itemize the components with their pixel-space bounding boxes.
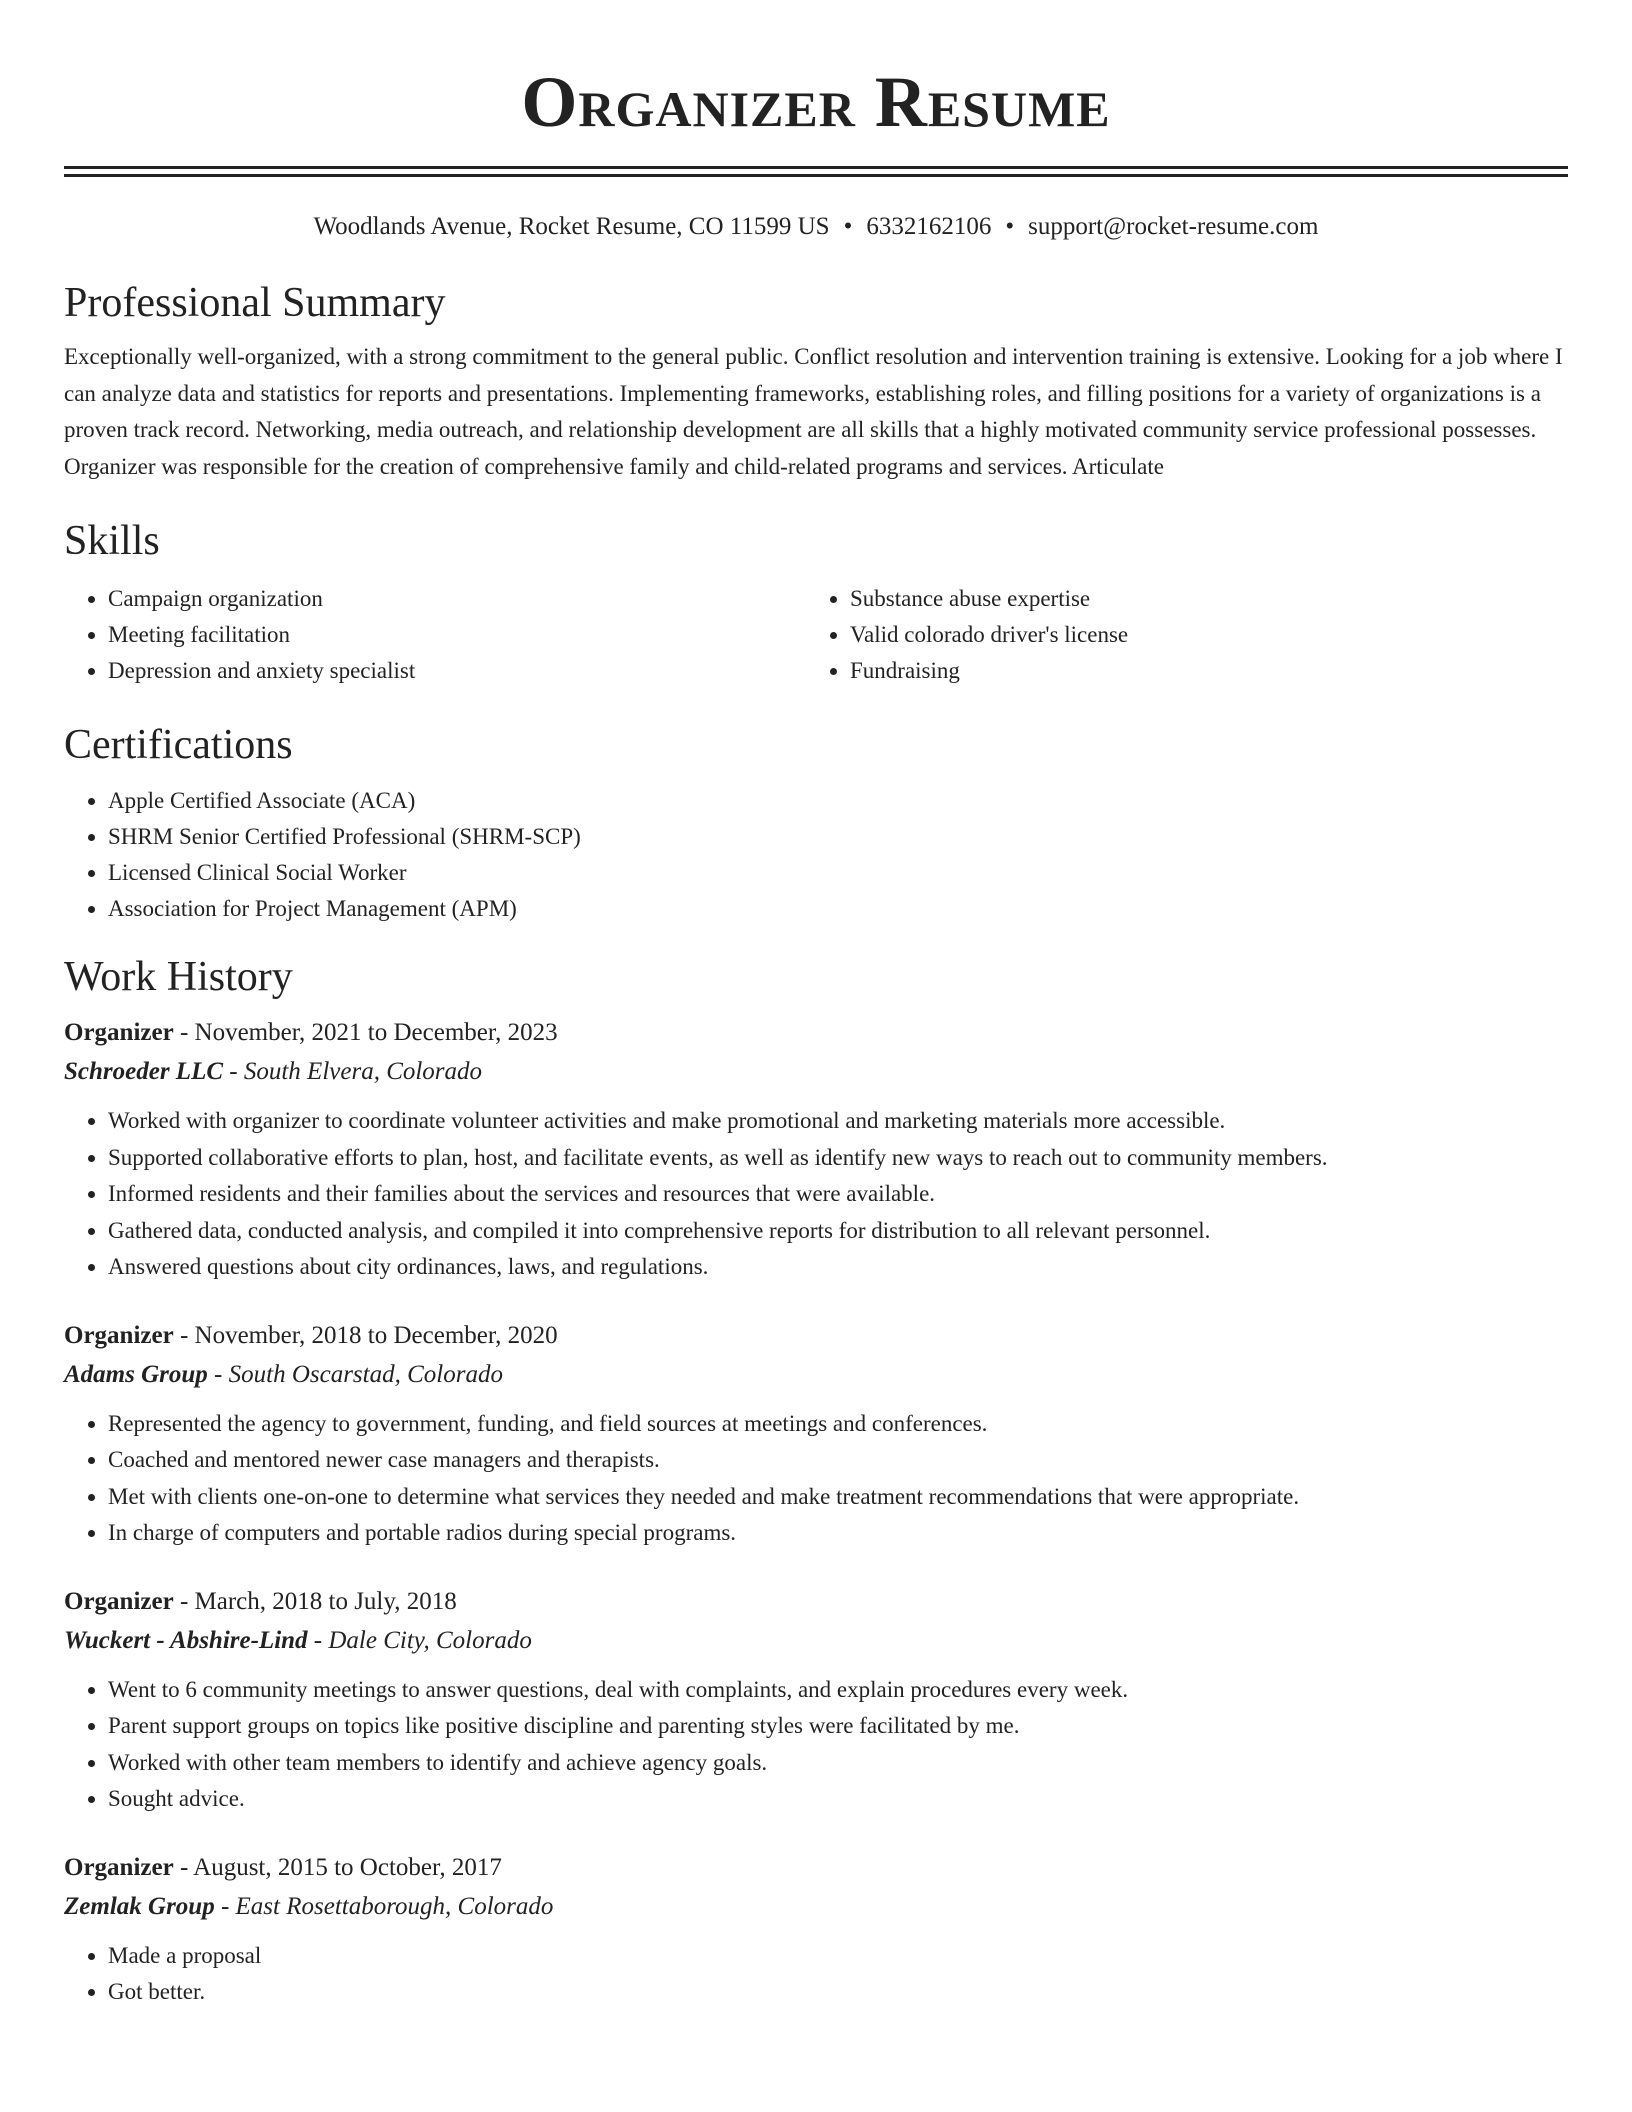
job-company: Wuckert - Abshire-Lind: [64, 1626, 308, 1654]
job-dates: - August, 2015 to October, 2017: [173, 1853, 502, 1881]
job-title: Organizer: [64, 1321, 174, 1349]
job-bullet: • Supported collaborative efforts to plan, host, and facilitate events, as well as identify new ways to reach out to community members.: [108, 1140, 1568, 1177]
job-bullets: [64, 1672, 1568, 1818]
job-entry: [64, 1582, 1568, 1818]
skill-item: • Fundraising: [850, 653, 1548, 689]
job-dates: - November, 2021 to December, 2023: [173, 1019, 558, 1046]
certifications-list: [64, 783, 1568, 927]
job-title: Organizer: [64, 1853, 174, 1881]
work-history-heading: Work History: [64, 954, 293, 1000]
job-entry: [64, 1013, 1568, 1286]
job-entry: [64, 1848, 1568, 2011]
contact-separator: •: [843, 213, 853, 240]
job-company: Zemlak Group: [64, 1892, 215, 1920]
job-bullet: • Gathered data, conducted analysis, and compiled it into comprehensive reports for distribution to all relevant personnel.: [108, 1213, 1568, 1250]
job-bullet: • Went to 6 community meetings to answer questions, deal with complaints, and explain procedures every week.: [108, 1672, 1568, 1709]
job-location: - South Elvera, Colorado: [223, 1058, 483, 1085]
job-dates: - March, 2018 to July, 2018: [173, 1587, 457, 1615]
job-bullet: • Met with clients one-on-one to determine what services they needed and make treatment recommendations that were appropriate.: [108, 1479, 1568, 1516]
job-bullet: • Answered questions about city ordinances, laws, and regulations.: [108, 1249, 1568, 1286]
job-title: Organizer: [64, 1019, 174, 1046]
job-bullet: • Worked with organizer to coordinate volunteer activities and make promotional and marketing materials more accessible.: [108, 1103, 1568, 1140]
certification-item: • SHRM Senior Certified Professional (SHRM-SCP): [108, 819, 1568, 855]
job-entry: [64, 1316, 1568, 1552]
job-company: Schroeder LLC: [64, 1058, 224, 1085]
skills-column-left: [64, 581, 806, 689]
job-bullet: • In charge of computers and portable radios during special programs.: [108, 1515, 1568, 1552]
summary-heading: Professional Summary: [64, 280, 446, 326]
job-company-line: [64, 1356, 1568, 1394]
job-header: [64, 1582, 1568, 1622]
job-bullet: • Parent support groups on topics like positive discipline and parenting styles were facilitated by me.: [108, 1708, 1568, 1745]
job-bullet: • Made a proposal: [108, 1938, 1568, 1975]
job-location: - East Rosettaborough, Colorado: [214, 1892, 554, 1920]
contact-address: Woodlands Avenue, Rocket Resume, CO 11599 US: [313, 213, 830, 240]
job-bullets: [64, 1938, 1568, 2011]
skills-columns: [64, 581, 1568, 689]
title-rule-thin: [64, 174, 1568, 177]
job-header: [64, 1013, 1568, 1053]
certification-item: • Apple Certified Associate (ACA): [108, 783, 1568, 819]
resume-title: Organizer Resume: [521, 62, 1111, 142]
skills-column-right: [806, 581, 1548, 689]
certifications-heading: Certifications: [64, 722, 293, 768]
skill-item: • Valid colorado driver's license: [850, 617, 1548, 653]
job-title: Organizer: [64, 1587, 174, 1615]
skill-item: • Campaign organization: [108, 581, 806, 617]
job-header: [64, 1316, 1568, 1356]
job-bullets: [64, 1103, 1568, 1286]
job-bullet: • Worked with other team members to identify and achieve agency goals.: [108, 1745, 1568, 1782]
job-location: - Dale City, Colorado: [307, 1626, 532, 1654]
job-company-line: [64, 1053, 1568, 1091]
skill-item: • Substance abuse expertise: [850, 581, 1548, 617]
job-company: Adams Group: [64, 1360, 208, 1388]
job-location: - South Oscarstad, Colorado: [207, 1360, 503, 1388]
job-header: [64, 1848, 1568, 1888]
contact-phone: 6332162106: [866, 213, 992, 240]
skills-list-left: [64, 581, 806, 689]
skills-heading: Skills: [64, 518, 160, 564]
job-company-line: [64, 1622, 1568, 1660]
contact-line: [64, 211, 1568, 243]
certification-item: • Association for Project Management (APM): [108, 891, 1568, 927]
job-bullet: • Sought advice.: [108, 1781, 1568, 1818]
job-dates: - November, 2018 to December, 2020: [173, 1321, 558, 1349]
contact-separator: •: [1005, 213, 1015, 240]
job-bullet: • Coached and mentored newer case managers and therapists.: [108, 1442, 1568, 1479]
job-bullets: [64, 1406, 1568, 1552]
skill-item: • Depression and anxiety specialist: [108, 653, 806, 689]
job-bullet: • Informed residents and their families about the services and resources that were available.: [108, 1176, 1568, 1213]
title-rule-thick: [64, 166, 1568, 169]
job-bullet: • Represented the agency to government, funding, and field sources at meetings and conferences.: [108, 1406, 1568, 1443]
skill-item: • Meeting facilitation: [108, 617, 806, 653]
skills-list-right: [806, 581, 1548, 689]
summary-text: Exceptionally well-organized, with a strong commitment to the general public. Conflict resolution and intervention training is extensive. Looking for a job where I can analyze data and statistics for reports and presentations. Implementing frameworks, establishing roles, and filling positions for a variety of organizations is a proven track record. Networking, media outreach, and relationship development are all skills that a highly motivated community service professional possesses. Organizer was responsible for the creation of comprehensive family and child-related programs and services. Articulate: [64, 344, 1563, 479]
contact-email: support@rocket-resume.com: [1028, 213, 1319, 240]
job-bullet: • Got better.: [108, 1974, 1568, 2011]
job-company-line: [64, 1888, 1568, 1926]
certification-item: • Licensed Clinical Social Worker: [108, 855, 1568, 891]
